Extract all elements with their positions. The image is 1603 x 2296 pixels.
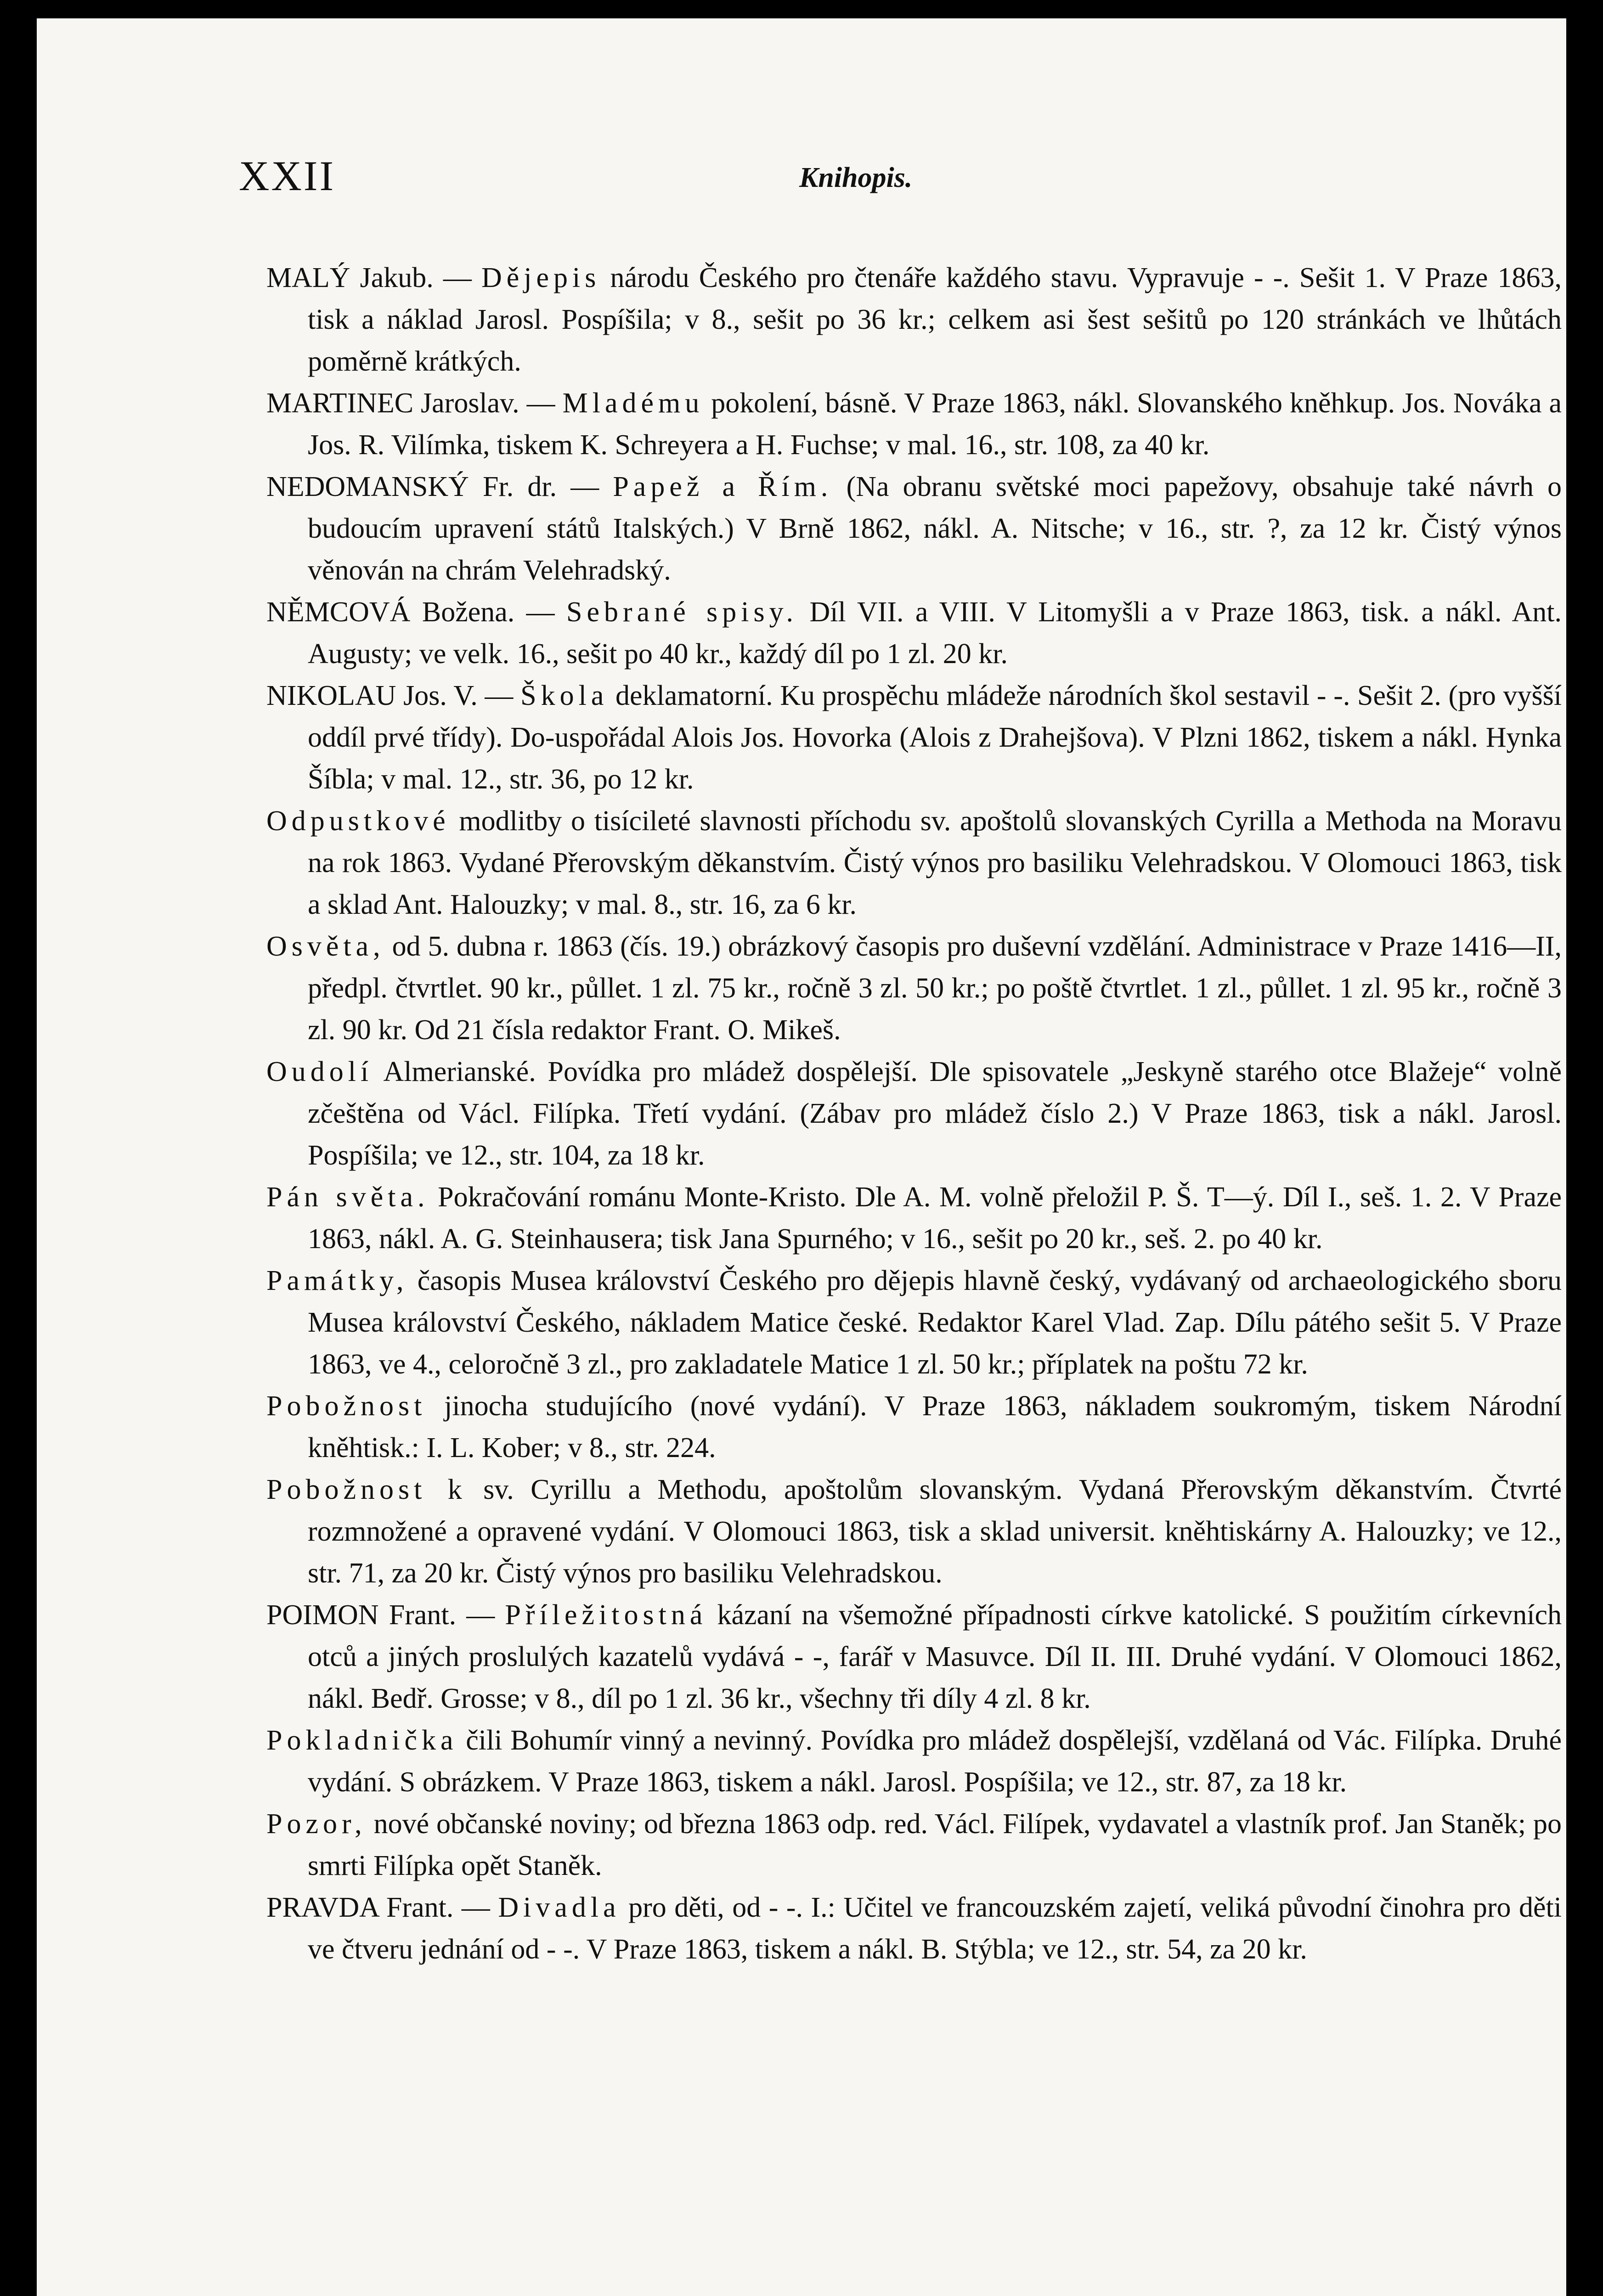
- bibliography-entry: [266, 383, 1562, 466]
- entry-text: časopis Musea království Českého pro dějepis hlavně český, vydávaný od archaeologického sboru Musea království Českého, nákladem Matice české. Redaktor Karel Vlad. Zap. Dílu pátého sešit 5. V Praze 1863, ve 4., celoročně 3 zl., pro zakladatele Matice 1 zl. 50 kr.; příplatek na poštu 72 kr.: [308, 1265, 1562, 1380]
- entry-title: Pobožnost k: [266, 1474, 467, 1505]
- bibliography-entry: [266, 1469, 1562, 1594]
- entry-text: od 5. dubna r. 1863 (čís. 19.) obrázkový časopis pro duševní vzdělání. Administrace v Praze 1416—II, předpl. čtvrtlet. 90 kr., půllet. 1 zl. 75 kr., ročně 3 zl. 50 kr.; po poště čtvrtlet. 1 zl., půllet. 1 zl. 95 kr., ročně 3 zl. 90 kr. Od 21 čísla redaktor Frant. O. Mikeš.: [308, 931, 1562, 1046]
- entry-title: Pozor,: [266, 1808, 367, 1840]
- entry-title: Mladému: [562, 388, 704, 419]
- bibliography-entry: [266, 800, 1562, 926]
- entry-text: čili Bohumír vinný a nevinný. Povídka pro mládež dospělejší, vzdělaná od Vác. Filípka. Druhé vydání. S obrázkem. V Praze 1863, tiskem a nákl. Jarosl. Pospíšila; ve 12., str. 87, za 18 kr.: [308, 1725, 1562, 1798]
- entry-text: sv. Cyrillu a Methodu, apoštolům slovanským. Vydaná Přerovským děkanstvím. Čtvrté rozmnožené a opravené vydání. V Olomouci 1863, tisk a sklad universit. kněhtiskárny A. Halouzky; ve 12., str. 71, za 20 kr. Čistý výnos pro basiliku Velehradskou.: [308, 1474, 1562, 1589]
- entry-title: Dějepis: [481, 262, 601, 293]
- page-header: [37, 152, 1566, 220]
- running-title: Knihopis.: [799, 162, 913, 193]
- entry-title: Divadla: [498, 1892, 621, 1923]
- bibliography-entry: [266, 1051, 1562, 1176]
- entry-author: PRAVDA Frant. —: [266, 1892, 490, 1923]
- entry-text: Almerianské. Povídka pro mládež dospělejší. Dle spisovatele „Jeskyně starého otce Blažeje“ volně zčeštěna od Václ. Filípka. Třetí vydání. (Zábav pro mládež číslo 2.) V Praze 1863, tisk a nákl. Jarosl. Pospíšila; ve 12., str. 104, za 18 kr.: [308, 1056, 1562, 1171]
- bibliography-entry: [266, 1594, 1562, 1720]
- entry-title: Oudolí: [266, 1056, 373, 1087]
- entry-text: modlitby o tisícileté slavnosti příchodu sv. apoštolů slovanských Cyrilla a Methoda na Moravu na rok 1863. Vydané Přerovským děkanstvím. Čistý výnos pro basiliku Velehradskou. V Olomouci 1863, tisk a sklad Ant. Halouzky; v mal. 8., str. 16, za 6 kr.: [308, 805, 1562, 920]
- bibliography-entry: [266, 1176, 1562, 1260]
- entry-title: Odpustkové: [266, 805, 450, 837]
- entry-title: Osvěta,: [266, 931, 385, 962]
- entry-text: Díl VII. a VIII. V Litomyšli a v Praze 1863, tisk. a nákl. Ant. Augusty; ve velk. 16., sešit po 40 kr., každý díl po 1 zl. 20 kr.: [308, 597, 1562, 670]
- entry-text: jinocha studujícího (nové vydání). V Praze 1863, nákladem soukromým, tiskem Národní kněhtisk.: I. L. Kober; v 8., str. 224.: [308, 1390, 1562, 1463]
- entry-title: Sebrané spisy.: [566, 597, 798, 628]
- bibliography-entry: [266, 1260, 1562, 1385]
- bibliography-entry: [266, 1887, 1562, 1970]
- entry-text: deklamatorní. Ku prospěchu mládeže národních škol sestavil - -. Sešit 2. (pro vyšší oddíl prvé třídy). Do-uspořádal Alois Jos. Hovorka (Alois z Drahejšova). V Plzni 1862, tiskem a nákl. Hynka Šíbla; v mal. 12., str. 36, po 12 kr.: [308, 680, 1562, 795]
- entry-text: kázaní na všemožné případnosti církve katolické. S použitím církevních otců a jiných proslulých kazatelů vydává - -, farář v Masuvce. Díl II. III. Druhé vydání. V Olomouci 1862, nákl. Bedř. Grosse; v 8., díl po 1 zl. 36 kr., všechny tři díly 4 zl. 8 kr.: [308, 1599, 1562, 1714]
- page-number: XXII: [239, 152, 336, 199]
- bibliography-entry: [266, 675, 1562, 800]
- entry-author: POIMON Frant. —: [266, 1599, 495, 1631]
- entry-text: (Na obranu světské moci papežovy, obsahuje také návrh o budoucím upravení států Italských.) V Brně 1862, nákl. A. Nitsche; v 16., str. ?, za 12 kr. Čistý výnos věnován na chrám Velehradský.: [308, 471, 1562, 586]
- entry-author: MARTINEC Jaroslav. —: [266, 388, 555, 419]
- entry-title: Papež a Řím.: [613, 471, 833, 502]
- entry-title: Pán světa.: [266, 1182, 429, 1213]
- bibliography-entry: [266, 926, 1562, 1051]
- bibliography-entry: [266, 257, 1562, 383]
- entry-title: Příležitostná: [505, 1599, 707, 1631]
- entry-text: národu Českého pro čtenáře každého stavu. Vypravuje - -. Sešit 1. V Praze 1863, tisk a náklad Jarosl. Pospíšila; v 8., sešit po 36 kr.; celkem asi šest sešitů po 120 stránkách ve lhůtách poměrně krátkých.: [308, 262, 1562, 377]
- entry-author: NEDOMANSKÝ Fr. dr. —: [266, 471, 599, 502]
- entry-author: NĚMCOVÁ Božena. —: [266, 597, 555, 628]
- entry-text: pokolení, básně. V Praze 1863, nákl. Slovanského kněhkup. Jos. Nováka a Jos. R. Vilímka, tiskem K. Schreyera a H. Fuchse; v mal. 16., str. 108, za 40 kr.: [308, 388, 1562, 461]
- entry-title: Škola: [520, 680, 609, 711]
- entry-title: Památky,: [266, 1265, 408, 1296]
- bibliography-entry: [266, 591, 1562, 675]
- entry-text: nové občanské noviny; od března 1863 odp. red. Václ. Filípek, vydavatel a vlastník prof. Jan Staněk; po smrti Filípka opět Staněk.: [308, 1808, 1562, 1881]
- entry-author: NIKOLAU Jos. V. —: [266, 680, 514, 711]
- entry-title: Pokladnička: [266, 1725, 458, 1756]
- entry-title: Pobožnost: [266, 1390, 427, 1422]
- book-page: [37, 18, 1566, 2296]
- entry-author: MALÝ Jakub. —: [266, 262, 472, 293]
- entry-text: Pokračování románu Monte-Kristo. Dle A. M. volně přeložil P. Š. T—ý. Díl I., seš. 1. 2. V Praze 1863, nákl. A. G. Steinhausera; tisk Jana Spurného; v 16., sešit po 20 kr., seš. 2. po 40 kr.: [308, 1182, 1562, 1255]
- bibliography-entry: [266, 1720, 1562, 1803]
- bibliography-list: [266, 257, 1562, 1970]
- bibliography-entry: [266, 1803, 1562, 1887]
- bibliography-entry: [266, 1385, 1562, 1469]
- entry-text: pro děti, od - -. I.: Učitel ve francouzském zajetí, veliká původní činohra pro děti ve čtveru jednání od - -. V Praze 1863, tiskem a nákl. B. Stýbla; ve 12., str. 54, za 20 kr.: [308, 1892, 1562, 1965]
- bibliography-entry: [266, 466, 1562, 591]
